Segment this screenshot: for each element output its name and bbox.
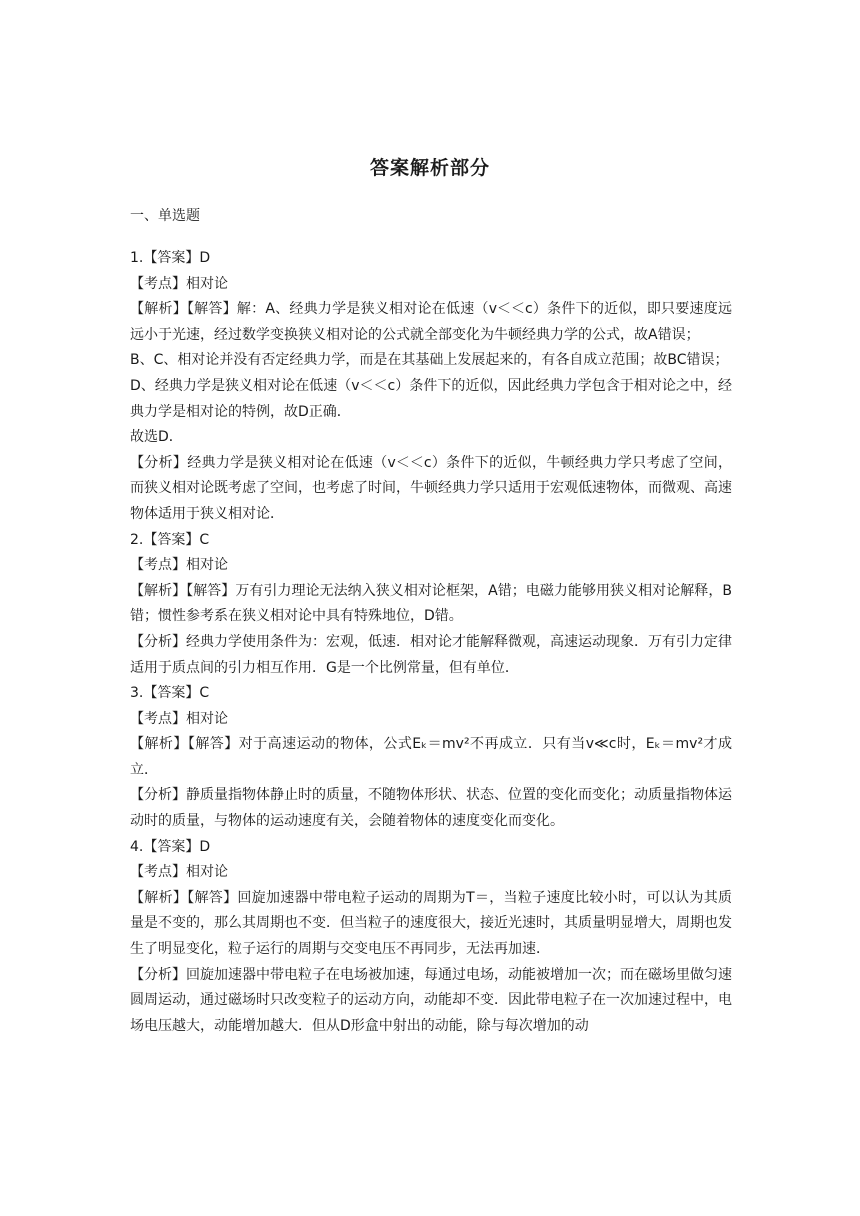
q2-answer-line: 2.【答案】C bbox=[130, 531, 210, 548]
q2-analysis-para: 【分析】经典力学使用条件为：宏观，低速．相对论才能解释微观，高速运动现象．万有引力定律适用于质点间的引力相互作用．G是一个比例常量，但有单位． bbox=[130, 633, 732, 676]
q3-topic-line: 【考点】相对论 bbox=[130, 710, 228, 727]
q2-analysis-para: 【解析】【解答】万有引力理论无法纳入狭义相对论框架，A错；电磁力能够用狭义相对论解释，B错；惯性参考系在狭义相对论中具有特殊地位，D错。 bbox=[130, 582, 732, 625]
answer-content bbox=[130, 246, 732, 1039]
q1-analysis-para: 【分析】经典力学是狭义相对论在低速（v＜＜c）条件下的近似，牛顿经典力学只考虑了空间，而狭义相对论既考虑了空间，也考虑了时间，牛顿经典力学只适用于宏观低速物体，而微观、高速物体适用于狭义相对论． bbox=[130, 454, 732, 522]
q3-analysis-para: 【分析】静质量指物体静止时的质量，不随物体形状、状态、位置的变化而变化；动质量指物体运动时的质量，与物体的运动速度有关，会随着物体的速度变化而变化。 bbox=[130, 787, 732, 830]
q4-answer-line: 4.【答案】D bbox=[130, 838, 211, 855]
section-heading: 一、单选题 bbox=[130, 208, 200, 224]
q3-analysis-para: 【解析】【解答】对于高速运动的物体，公式Eₖ＝mv²不再成立．只有当v≪c时，Eₖ＝mv²才成立． bbox=[130, 736, 732, 778]
q1-answer-line: 1.【答案】D bbox=[130, 250, 211, 266]
q1-analysis-para: 【解析】【解答】解：A、经典力学是狭义相对论在低速（v＜＜c）条件下的近似，即只要速度远远小于光速，经过数学变换狭义相对论的公式就全部变化为牛顿经典力学的公式，故A错误； bbox=[130, 301, 732, 343]
q1-analysis-para: D、经典力学是狭义相对论在低速（v＜＜c）条件下的近似，因此经典力学包含于相对论之中，经典力学是相对论的特例，故D正确． bbox=[130, 377, 732, 420]
page-title: 答案解析部分 bbox=[369, 157, 490, 179]
q1-analysis-para: B、C、相对论并没有否定经典力学，而是在其基础上发展起来的，有各自成立范围；故BC错误； bbox=[130, 352, 729, 369]
q3-answer-line: 3.【答案】C bbox=[130, 685, 210, 702]
q4-analysis-para: 【解析】【解答】回旋加速器中带电粒子运动的周期为T＝，当粒子速度比较小时，可以认为其质量是不变的，那么其周期也不变．但当粒子的速度很大，接近光速时，其质量明显增大，周期也发生了明显变化，粒子运行的周期与交变电压不再同步，无法再加速． bbox=[130, 889, 732, 958]
q4-analysis-para: 【分析】回旋加速器中带电粒子在电场被加速，每通过电场，动能被增加一次；而在磁场里做匀速圆周运动，通过磁场时只改变粒子的运动方向，动能却不变．因此带电粒子在一次加速过程中，电场电压越大，动能增加越大．但从D形盒中射出的动能，除与每次增加的动 bbox=[130, 966, 732, 1034]
q2-topic-line: 【考点】相对论 bbox=[130, 557, 228, 574]
q4-topic-line: 【考点】相对论 bbox=[130, 864, 228, 881]
q1-topic-line: 【考点】相对论 bbox=[130, 275, 228, 292]
q1-analysis-para: 故选D． bbox=[130, 429, 183, 446]
